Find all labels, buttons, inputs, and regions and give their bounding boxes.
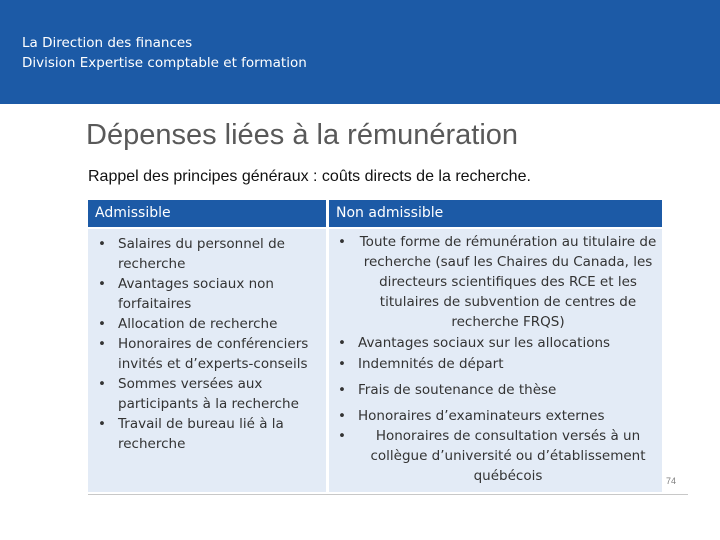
- footer-divider: [88, 494, 688, 495]
- list-item: • Travail de bureau lié à la recherche: [118, 414, 310, 454]
- list-item: • Allocation de recherche: [118, 314, 310, 334]
- list-item: • Honoraires de conférenciers invités et d’experts-conseils: [118, 334, 310, 374]
- list-item: • Honoraires d’examinateurs externes: [358, 406, 658, 426]
- column-header-non-admissible: Non admissible: [329, 200, 662, 227]
- header-direction: La Direction des finances: [22, 35, 193, 51]
- page-number: 74: [666, 476, 677, 486]
- list-item: • Indemnités de départ: [358, 354, 658, 374]
- list-item: • Frais de soutenance de thèse: [358, 380, 658, 400]
- list-item: • Toute forme de rémunération au titulaire de recherche (sauf les Chaires du Canada, les directeurs scientifiques des RCE et les titulaires de subvention de centres de recherche FRQS): [358, 232, 658, 332]
- non-admissible-cell: [329, 229, 662, 492]
- slide-title: Dépenses liées à la rémunération: [86, 119, 519, 151]
- slide-subtitle: Rappel des principes généraux : coûts directs de la recherche.: [88, 168, 531, 185]
- header-division: Division Expertise comptable et formation: [22, 55, 307, 71]
- header-banner: [0, 0, 720, 104]
- list-item: • Salaires du personnel de recherche: [118, 234, 310, 274]
- list-item: • Avantages sociaux non forfaitaires: [118, 274, 310, 314]
- admissible-cell: [88, 229, 326, 492]
- column-header-admissible: Admissible: [88, 200, 326, 227]
- list-item: • Sommes versées aux participants à la recherche: [118, 374, 310, 414]
- non-admissible-list: [329, 229, 662, 486]
- list-item: • Honoraires de consultation versés à un collègue d’université ou d’établissement québécois: [358, 426, 658, 486]
- list-item: • Avantages sociaux sur les allocations: [358, 333, 658, 353]
- admissible-list: [88, 229, 326, 454]
